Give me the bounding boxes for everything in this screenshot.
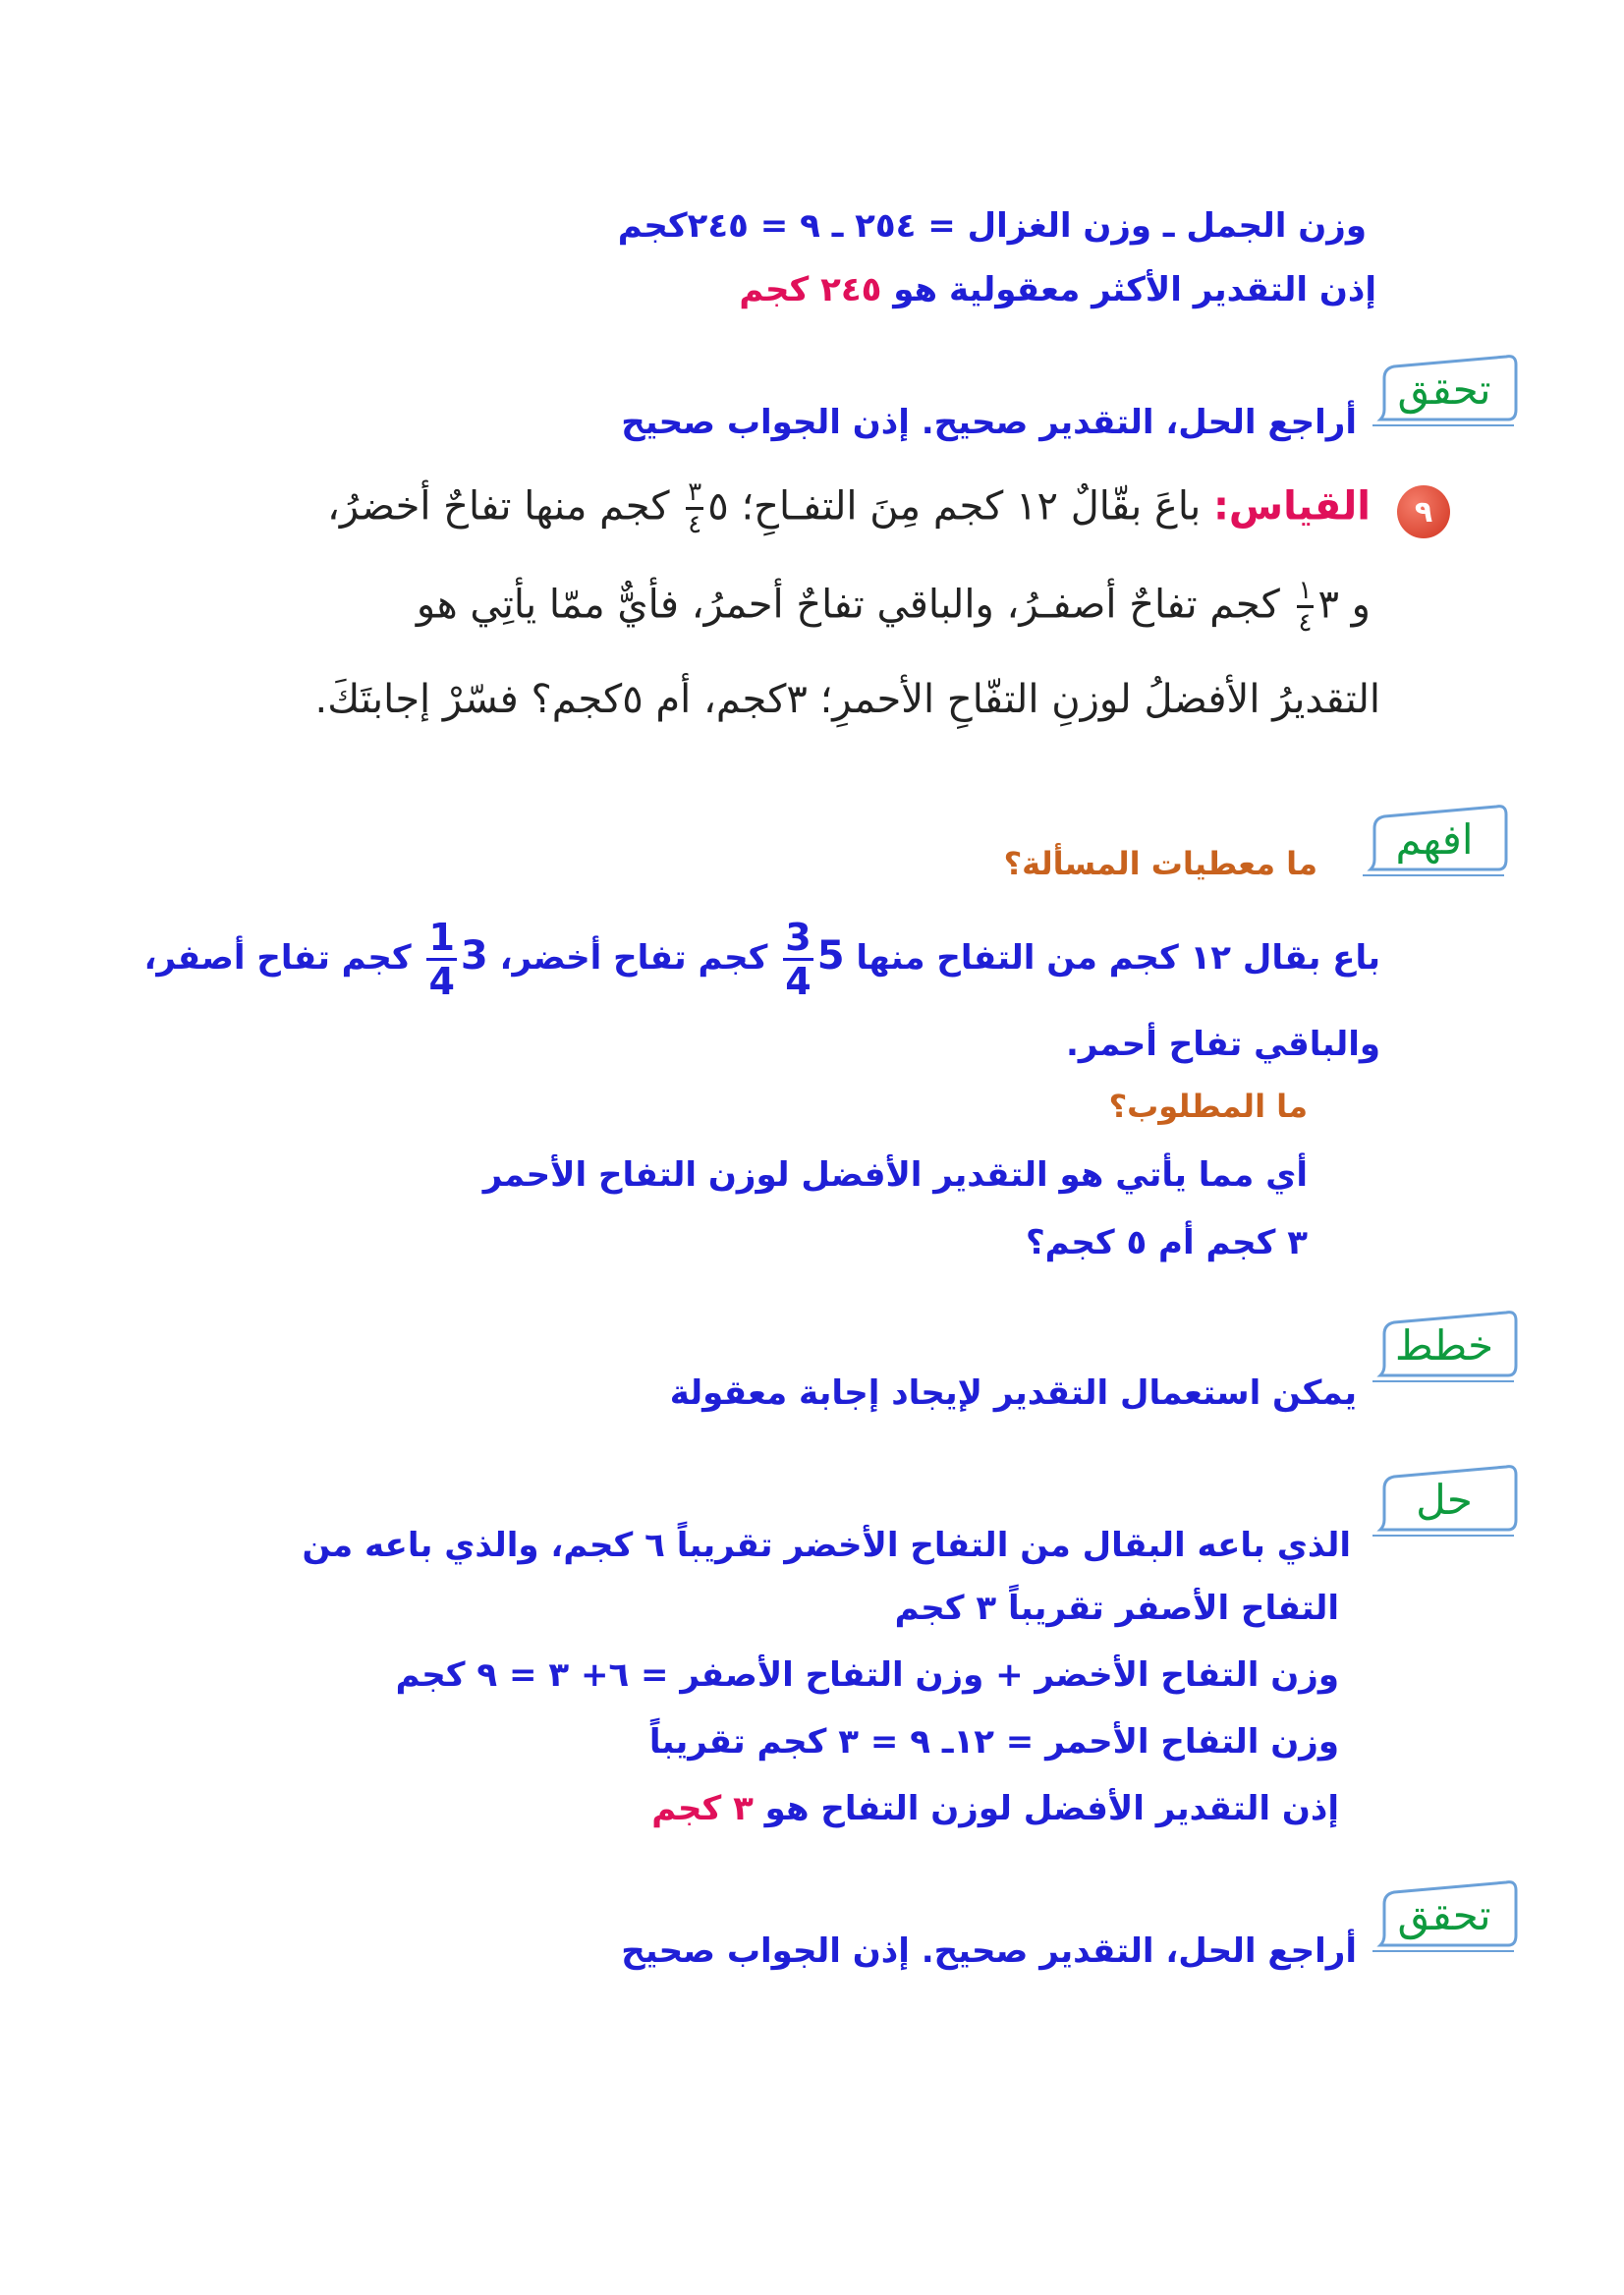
question-line-1 bbox=[327, 479, 1371, 537]
solve-label: حل bbox=[1416, 1475, 1473, 1524]
required-line-2: ٣ كجم أم ٥ كجم؟ bbox=[1025, 1223, 1308, 1262]
required-line-1: أي مما يأتي هو التقدير الأفضل لوزن التفاح الأحمر bbox=[482, 1155, 1308, 1195]
givens-fraction-2: $\frac{1}{4}$ bbox=[428, 916, 455, 1003]
question-line-2-b: كجم تفاحٌ أصفـرُ، والباقي تفاحٌ أحمرُ، فأيٌّ ممّا يأتِي هو bbox=[416, 582, 1293, 628]
check-text-1: أراجع الحل، التقدير صحيح. إذن الجواب صحيح bbox=[621, 403, 1357, 442]
required-heading: ما المطلوب؟ bbox=[1108, 1088, 1308, 1125]
check-label-box-1 bbox=[1371, 351, 1518, 427]
question-line-2-a: و bbox=[1338, 582, 1371, 628]
givens-heading: ما معطيات المسألة؟ bbox=[1003, 845, 1317, 882]
solve-line-2: التفاح الأصفر تقريباً ٣ كجم bbox=[894, 1589, 1339, 1628]
check-label-1: تحقق bbox=[1397, 364, 1491, 414]
understand-label: افهم bbox=[1395, 814, 1474, 864]
result-line-2-text: إذن التقدير الأكثر معقولية هو bbox=[881, 270, 1376, 309]
solve-line-1: الذي باعه البقال من التفاح الأخضر تقريباً ٦ كجم، والذي باعه من bbox=[302, 1526, 1351, 1565]
givens-a: باع بقال ١٢ كجم من التفاح منها bbox=[844, 938, 1380, 978]
question-line-1-whole: ٥ bbox=[707, 483, 729, 530]
understand-label-box bbox=[1361, 801, 1508, 877]
givens-c: كجم تفاح أصفر، bbox=[143, 938, 423, 978]
question-number-badge: ٩ bbox=[1397, 485, 1450, 538]
givens-frac-1-whole: 5 bbox=[816, 933, 845, 979]
question-line-3: التقديرُ الأفضلُ لوزنِ التفّاحِ الأحمرِ؛ ٣كجم، أم ٥كجم؟ فسّرْ إجابتَكَ. bbox=[314, 677, 1380, 722]
givens-frac-2-whole: 3 bbox=[460, 933, 488, 979]
question-fraction-2: $\frac{١}{٤}$ bbox=[1298, 576, 1313, 638]
plan-label-box bbox=[1371, 1307, 1518, 1383]
solve-line-3: وزن التفاح الأخضر + وزن التفاح الأصفر = ٦+ ٣ = ٩ كجم bbox=[395, 1655, 1339, 1695]
question-line-1-a: باعَ بقّالٌ ١٢ كجم مِنَ التفـاحِ؛ bbox=[728, 483, 1213, 530]
solve-label-box bbox=[1371, 1461, 1518, 1538]
check-label-box-2 bbox=[1371, 1876, 1518, 1953]
result-line-1: وزن الجمل ـ وزن الغزال = ٢٥٤ ـ ٩ = ٢٤٥كجم bbox=[617, 206, 1367, 246]
plan-text: يمكن استعمال التقدير لإيجاد إجابة معقولة bbox=[669, 1373, 1357, 1413]
question-line-1-b: كجم منها تفاحٌ أخضرُ، bbox=[326, 483, 683, 530]
question-line-2-whole: ٣ bbox=[1317, 582, 1339, 628]
solve-highlight: ٣ كجم bbox=[651, 1789, 754, 1828]
solve-line-5-text: إذن التقدير الأفضل لوزن التفاح هو bbox=[753, 1789, 1339, 1828]
question-line-2 bbox=[417, 578, 1371, 636]
check-label-2: تحقق bbox=[1397, 1890, 1491, 1939]
solve-line-5 bbox=[651, 1789, 1339, 1829]
givens-fraction-1: $\frac{3}{4}$ bbox=[785, 916, 812, 1003]
check-text-2: أراجع الحل، التقدير صحيح. إذن الجواب صحيح bbox=[621, 1931, 1357, 1971]
solve-line-4: وزن التفاح الأحمر = ١٢ـ ٩ = ٣ كجم تقريباً bbox=[648, 1722, 1339, 1762]
result-highlight: ٢٤٥ كجم bbox=[739, 270, 882, 309]
question-fraction-1: $\frac{٣}{٤}$ bbox=[688, 477, 702, 539]
givens-b: كجم تفاح أخضر، bbox=[487, 938, 780, 978]
plan-label: خطط bbox=[1394, 1320, 1494, 1370]
givens-line-1 bbox=[143, 916, 1380, 1003]
result-line-2 bbox=[739, 270, 1376, 310]
givens-line-2: والباقي تفاح أحمر. bbox=[1065, 1025, 1380, 1064]
question-title: القياس: bbox=[1212, 483, 1371, 530]
